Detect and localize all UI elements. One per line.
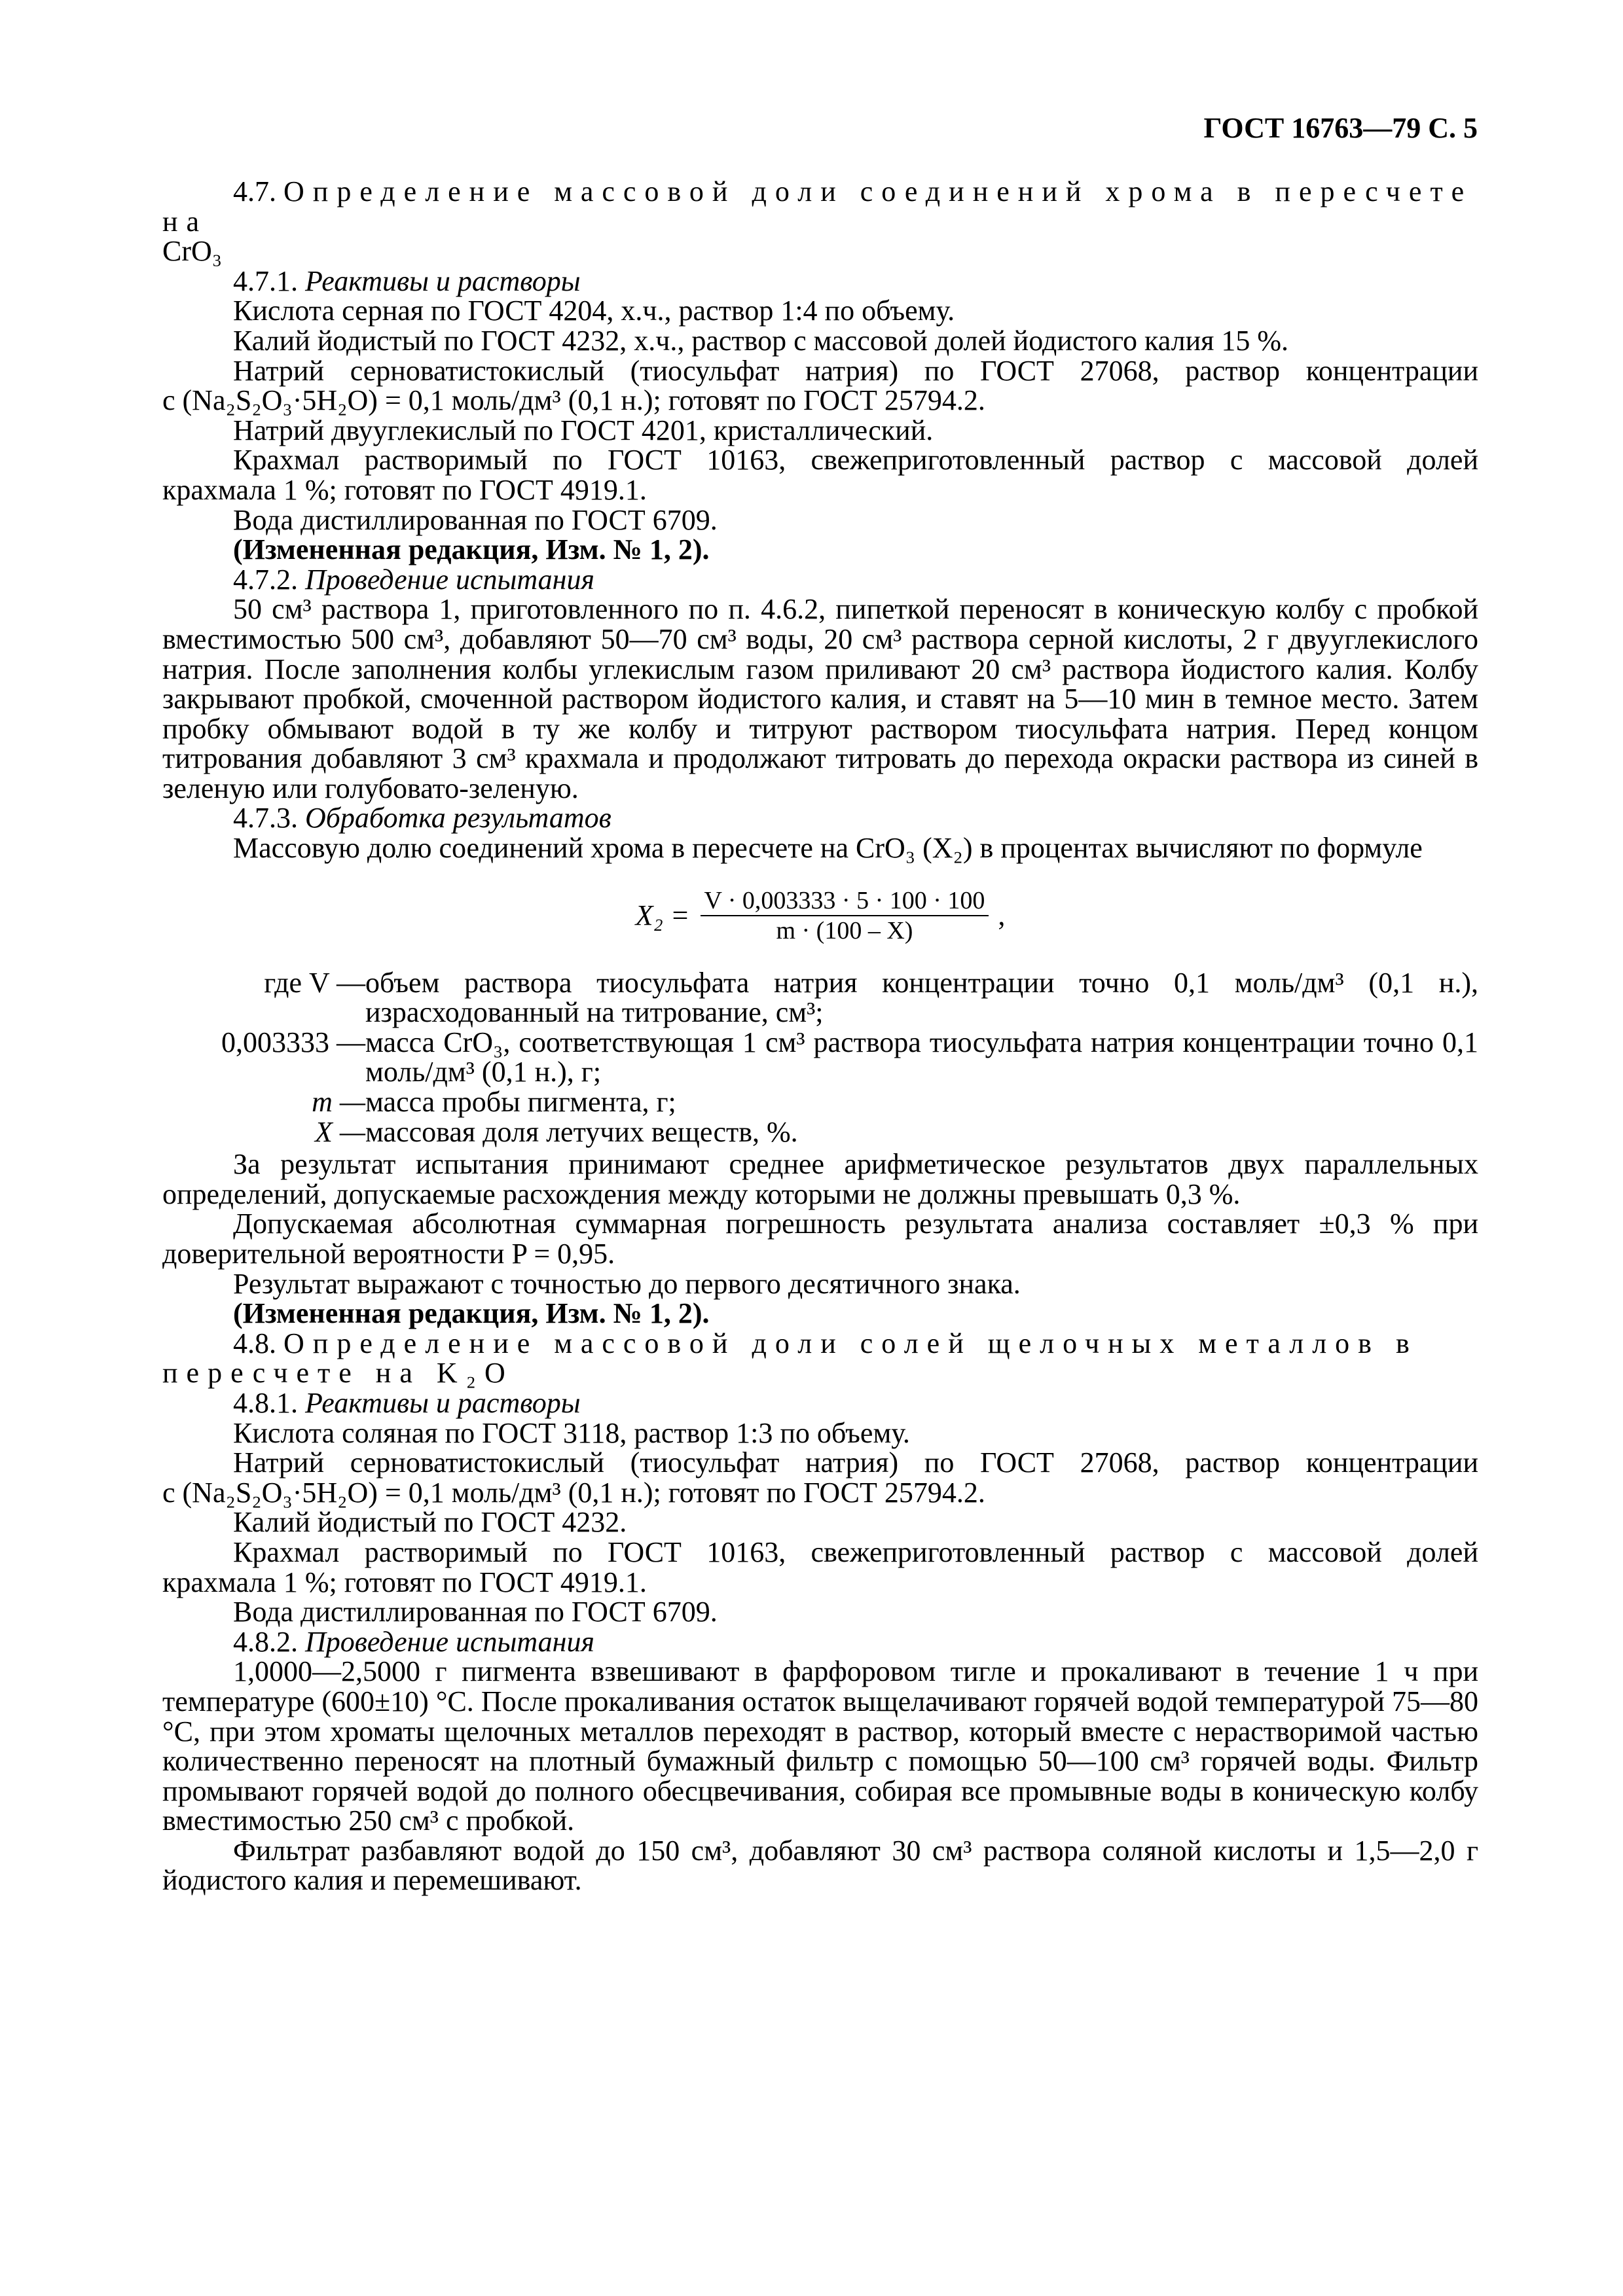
paragraph: c (Na₂S₂O₃·5H₂O) = 0,1 моль/дм³ (0,1 н.); готовят по ГОСТ 25794.2. [162,384,985,417]
definition-row [162,1087,1478,1117]
subsection-number: 4.8.2. [233,1625,298,1658]
section-4-8-heading [162,1329,1478,1388]
definition-term: 0,003333 — [221,1026,365,1058]
amendment-note: (Измененная редакция, Изм. № 1, 2). [233,1297,710,1330]
formula [162,876,1478,955]
paragraph: Результат выражают с точностью до первого десятичного знака. [233,1267,1021,1300]
formula-numerator: V · 0,003333 · 5 · 100 · 100 [701,886,989,916]
subsection-4-8-2-heading [162,1627,1478,1657]
subsection-title: Проведение испытания [305,1625,594,1658]
formula-tail: , [998,899,1006,931]
subsection-4-7-3-heading [162,803,1478,833]
paragraph: Кислота соляная по ГОСТ 3118, раствор 1:3 по объему. [233,1416,910,1449]
paragraph: 50 см³ раствора 1, приготовленного по п. 4.6.2, пипеткой переносят в коническую колбу с пробкой вместимостью 500 см³, добавляют 50—70 см³ воды, 20 см³ раствора серной кислоты, 2 г двууглекислого натрия. После заполнения колбы углекислым газом приливают 20 см³ раствора йодистого калия. Колбу закрывают пробкой, смоченной раствором йодистого калия, и ставят на 5—10 мин в темное место. Затем пробку обмывают водой в ту же колбу и титруют раствором тиосульфата натрия. Перед концом титрования добавляют 3 см³ крахмала и продолжают титровать до перехода окраски раствора из синей в зеленую или голубовато-зеленую. [162,593,1478,804]
document-body [162,98,1478,1895]
section-number: 4.8. [233,1327,276,1359]
subsection-number: 4.7.1. [233,264,298,297]
paragraph: Вода дистиллированная по ГОСТ 6709. [233,503,718,536]
paragraph: Кислота серная по ГОСТ 4204, х.ч., раствор 1:4 по объему. [233,295,955,327]
section-title: Определение массовой доли солей щелочных металлов в пересчете на K₂O [162,1327,1418,1390]
formula-lhs: X₂ = [635,899,690,931]
section-number: 4.7. [233,175,276,207]
definition-desc: объем раствора тиосульфата натрия концентрации точно 0,1 моль/дм³ (0,1 н.), израсходованный на титрование, см³; [365,966,1478,1029]
definition-desc: массовая доля летучих веществ, %. [365,1115,798,1148]
paragraph: крахмала 1 %; готовят по ГОСТ 4919.1. [162,473,647,506]
definition-term: X — [315,1115,365,1148]
subsection-4-8-1-heading [162,1388,1478,1418]
paragraph: Крахмал растворимый по ГОСТ 10163, свежеприготовленный раствор с массовой долей [233,444,1478,476]
definition-desc: масса пробы пигмента, г; [365,1086,676,1119]
paragraph: c (Na₂S₂O₃·5H₂O) = 0,1 моль/дм³ (0,1 н.); готовят по ГОСТ 25794.2. [162,1476,985,1509]
formula-fraction [701,886,989,945]
paragraph: 1,0000—2,5000 г пигмента взвешивают в фарфоровом тигле и прокаливают в течение 1 ч при температуре (600±10) °C. После прокаливания остаток выщелачивают горячей водой температурой 75—80 °C, при этом хроматы щелочных металлов переходят в раствор, который вместе с нерастворимой частью количественно переносят на плотный бумажный фильтр с помощью 50—100 см³ горячей воды. Фильтр промывают горячей водой до полного обесцвечивания, собирая все промывные воды в коническую колбу вместимостью 250 см³ с пробкой. [162,1655,1478,1837]
paragraph: Фильтрат разбавляют водой до 150 см³, добавляют 30 см³ раствора соляной кислоты и 1,5—2,0 г йодистого калия и перемешивают. [162,1834,1478,1897]
section-title: Определение массовой доли соединений хрома в пересчете на [162,175,1473,238]
definition-term: где V — [264,966,365,999]
definition-row [162,968,1478,1028]
section-4-7-heading [162,177,1478,236]
paragraph: Массовую долю соединений хрома в пересчете на CrO₃ (X₂) в процентах вычисляют по формуле [233,832,1423,865]
subsection-title: Реактивы и растворы [305,1386,581,1419]
subsection-number: 4.7.2. [233,563,298,596]
paragraph: Натрий двууглекислый по ГОСТ 4201, кристаллический. [233,414,934,446]
paragraph: Крахмал растворимый по ГОСТ 10163, свежеприготовленный раствор с массовой долей [233,1535,1478,1568]
page-header: ГОСТ 16763—79 С. 5 [1203,112,1478,144]
definition-row [162,1117,1478,1147]
subsection-number: 4.7.3. [233,802,298,834]
paragraph: Калий йодистый по ГОСТ 4232. [233,1506,627,1539]
amendment-note: (Измененная редакция, Изм. № 1, 2). [233,533,710,566]
subsection-title: Проведение испытания [305,563,594,596]
paragraph: Вода дистиллированная по ГОСТ 6709. [233,1596,718,1628]
paragraph: крахмала 1 %; готовят по ГОСТ 4919.1. [162,1566,647,1598]
definition-term: m — [312,1086,365,1119]
subsection-title: Реактивы и растворы [305,264,581,297]
definition-row [162,1028,1478,1087]
definition-desc: масса CrO₃, соответствующая 1 см³ раствора тиосульфата натрия концентрации точно 0,1 моль/дм³ (0,1 н.), г; [365,1026,1478,1088]
paragraph: За результат испытания принимают среднее арифметическое результатов двух параллельных определений, допускаемые расхождения между которыми не должны превышать 0,3 %. [162,1148,1478,1210]
subsection-number: 4.8.1. [233,1386,298,1419]
subsection-4-7-1-heading [162,266,1478,296]
paragraph: Натрий серноватистокислый (тиосульфат натрия) по ГОСТ 27068, раствор концентрации [233,354,1478,387]
section-title-end: CrO₃ [162,235,223,268]
subsection-title: Обработка результатов [305,802,611,834]
formula-denominator: m · (100 – X) [776,916,913,944]
paragraph: Натрий серноватистокислый (тиосульфат натрия) по ГОСТ 27068, раствор концентрации [233,1446,1478,1479]
subsection-4-7-2-heading [162,565,1478,595]
variable-definitions [162,968,1478,1147]
paragraph: Допускаемая абсолютная суммарная погрешность результата анализа составляет ±0,3 % при доверительной вероятности P = 0,95. [162,1208,1478,1270]
paragraph: Калий йодистый по ГОСТ 4232, х.ч., раствор с массовой долей йодистого калия 15 %. [233,324,1289,357]
